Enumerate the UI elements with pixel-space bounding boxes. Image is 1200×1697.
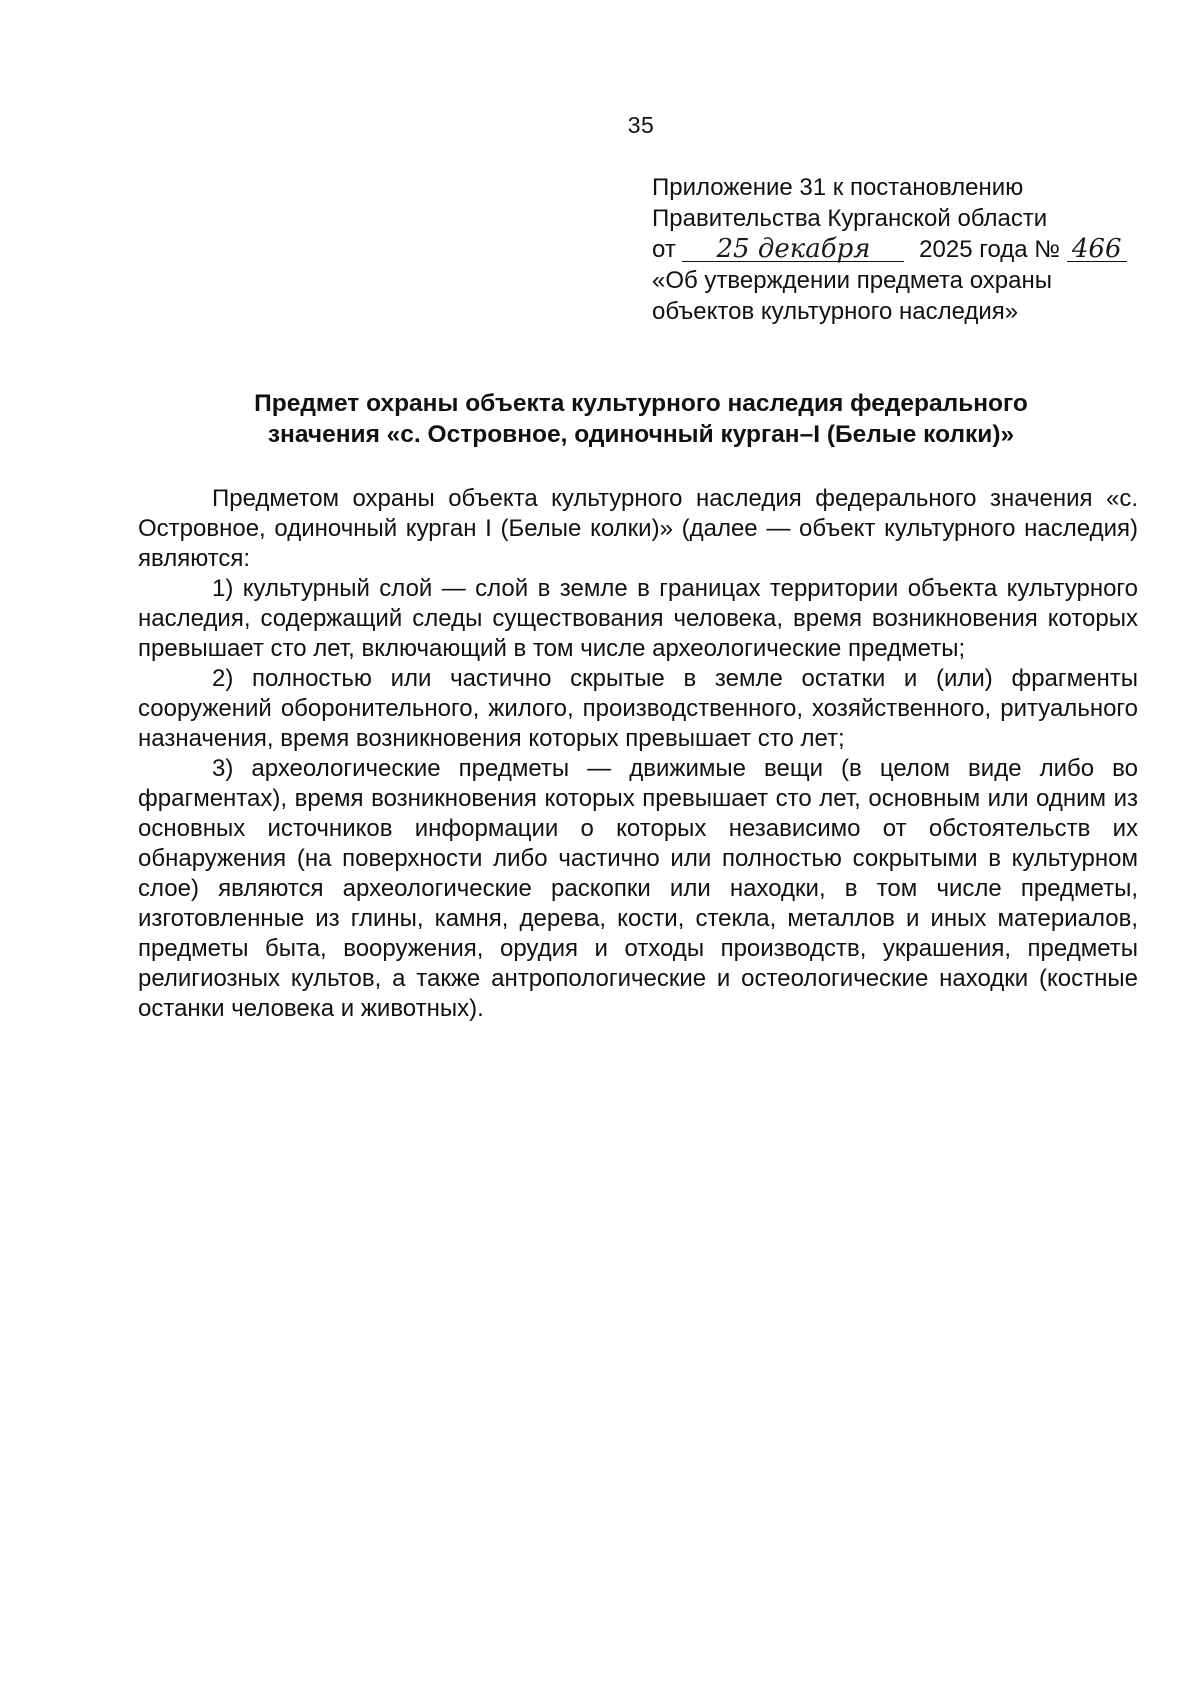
appendix-line-4: «Об утверждении предмета охраны [652, 267, 1052, 294]
document-title [180, 388, 1102, 450]
title-line-2: значения «с. Островное, одиночный курган–I (Белые колки)» [267, 421, 1015, 448]
document-body [138, 484, 1138, 1024]
item-2-paragraph: 2) полностью или частично скрытые в земле остатки и (или) фрагменты сооружений оборонительного, жилого, производственного, хозяйственного, ритуального назначения, время возникновения которых превышает сто лет; [138, 665, 1138, 752]
handwritten-number: 466 [1067, 237, 1127, 262]
page-number: 35 [627, 112, 655, 138]
appendix-year-label: 2025 года № [919, 236, 1061, 263]
appendix-header [652, 172, 1172, 327]
appendix-from-label: от [652, 236, 676, 263]
intro-paragraph: Предметом охраны объекта культурного наследия федерального значения «с. Островное, одиночный курган I (Белые колки)» (далее — объект культурного наследия) являются: [138, 485, 1138, 572]
appendix-line-5: объектов культурного наследия» [652, 298, 1019, 325]
item-1-paragraph: 1) культурный слой — слой в земле в границах территории объекта культурного наследия, содержащий следы существования человека, время возникновения которых превышает сто лет, включающий в том числе археологические предметы; [138, 575, 1138, 662]
appendix-date-line [652, 234, 1172, 265]
item-3-paragraph: 3) археологические предметы — движимые вещи (в целом виде либо во фрагментах), время возникновения которых превышает сто лет, основным или одним из основных источников информации о которых независимо от обстоятельств их обнаружения (на поверхности либо частично или полностью сокрытыми в культурном слое) являются археологические раскопки или находки, в том числе предметы, изготовленные из глины, камня, дерева, кости, стекла, металлов и иных материалов, предметы быта, вооружения, орудия и отходы производств, украшения, предметы религиозных культов, а также антропологические и остеологические находки (костные останки человека и животных). [138, 755, 1138, 1022]
appendix-line-1: Приложение 31 к постановлению [652, 174, 1024, 201]
title-line-1: Предмет охраны объекта культурного наследия федерального [254, 390, 1028, 417]
appendix-line-2: Правительства Курганской области [652, 205, 1048, 232]
handwritten-date: 25 декабря [682, 237, 904, 262]
